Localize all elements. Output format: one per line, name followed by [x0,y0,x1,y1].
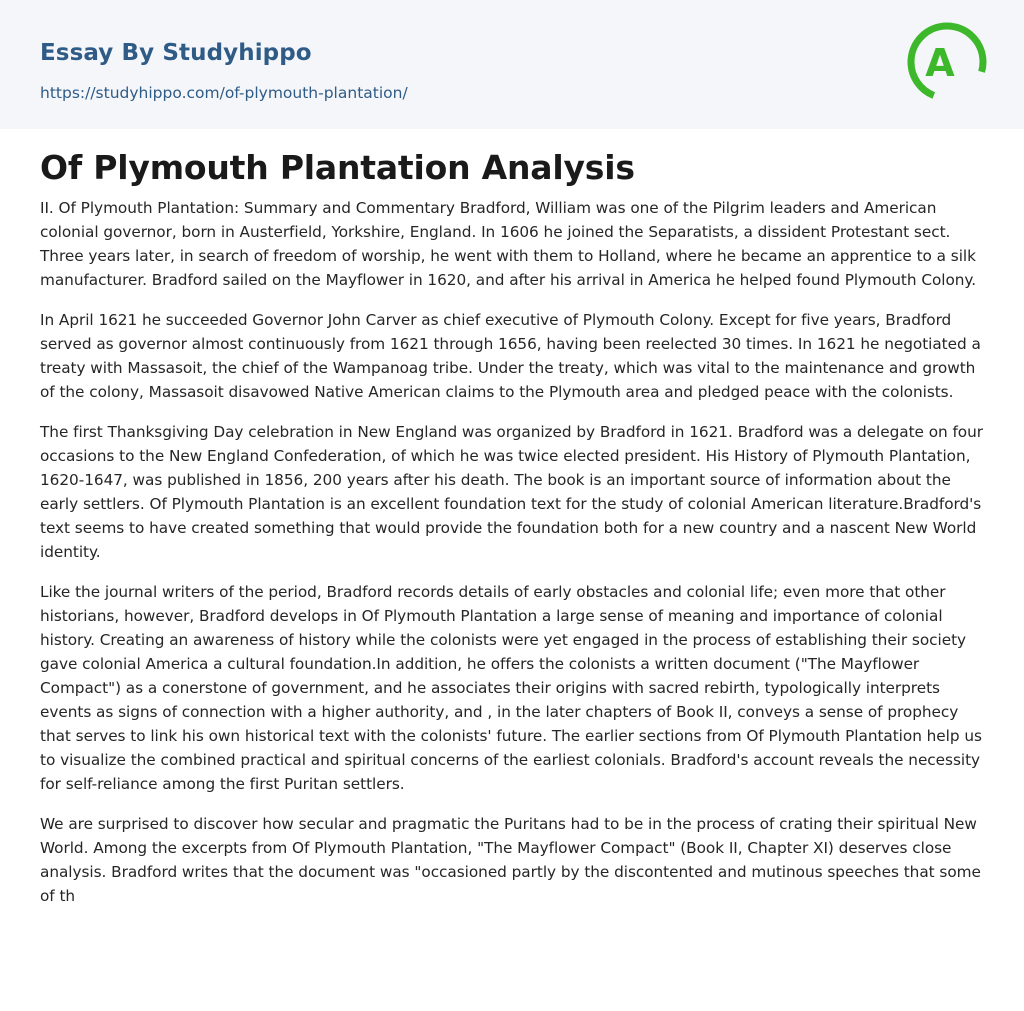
article-paragraph-1: II. Of Plymouth Plantation: Summary and Commentary Bradford, William was one of the Pilgrim leaders and American colonial governor, born in Austerfield, Yorkshire, England. In 1606 he joined the Separatists, a dissident Protestant sect. Three years later, in search of freedom of worship, he went with them to Holland, where he became an apprentice to a silk manufacturer. Bradford sailed on the Mayflower in 1620, and after his arrival in America he helped found Plymouth Colony. [40,199,977,289]
article-content [40,146,984,924]
source-url-link[interactable]: https://studyhippo.com/of-plymouth-plantation/ [40,84,408,102]
article-paragraph-4: Like the journal writers of the period, Bradford records details of early obstacles and colonial life; even more that other historians, however, Bradford develops in Of Plymouth Plantation a large sense of meaning and importance of colonial history. Creating an awareness of history while the colonists were yet engaged in the process of establishing their society gave colonial America a cultural foundation.In addition, he offers the colonists a written document ("The Mayflower Compact") as a conerstone of government, and he associates their origins with sacred rebirth, typologically interprets events as signs of connection with a higher authority, and , in the later chapters of Book II, conveys a sense of prophecy that serves to link his own historical text with the colonists' future. The earlier sections from Of Plymouth Plantation help us to visualize the combined practical and spiritual concerns of the earliest colonials. Bradford's account reveals the necessity for self-reliance among the first Puritan settlers. [40,583,982,793]
article-paragraph-2: In April 1621 he succeeded Governor John Carver as chief executive of Plymouth Colony. Except for five years, Bradford served as governor almost continuously from 1621 through 1656, having been reelected 30 times. In 1621 he negotiated a treaty with Massasoit, the chief of the Wampanoag tribe. Under the treaty, which was vital to the maintenance and growth of the colony, Massasoit disavowed Native American claims to the Plymouth area and pledged peace with the colonists. [40,311,981,401]
article-paragraph-5: We are surprised to discover how secular and pragmatic the Puritans had to be in the process of crating their spiritual New World. Among the excerpts from Of Plymouth Plantation, "The Mayflower Compact" (Book II, Chapter XI) deserves close analysis. Bradford writes that the document was "occasioned partly by the discontented and mutinous speeches that some of th [40,815,981,905]
brand-title[interactable]: Essay By Studyhippo [40,40,312,66]
article-title: Of Plymouth Plantation Analysis [40,148,635,187]
studyhippo-logo-icon[interactable] [906,18,988,106]
site-header [0,0,1024,129]
logo-letter: A [925,41,955,85]
article-paragraph-3: The first Thanksgiving Day celebration in New England was organized by Bradford in 1621. Bradford was a delegate on four occasions to the New England Confederation, of which he was twice elected president. His History of Plymouth Plantation, 1620-1647, was published in 1856, 200 years after his death. The book is an important source of information about the early settlers. Of Plymouth Plantation is an excellent foundation text for the study of colonial American literature.Bradford's text seems to have created something that would provide the foundation both for a new country and a nascent New World identity. [40,423,983,561]
